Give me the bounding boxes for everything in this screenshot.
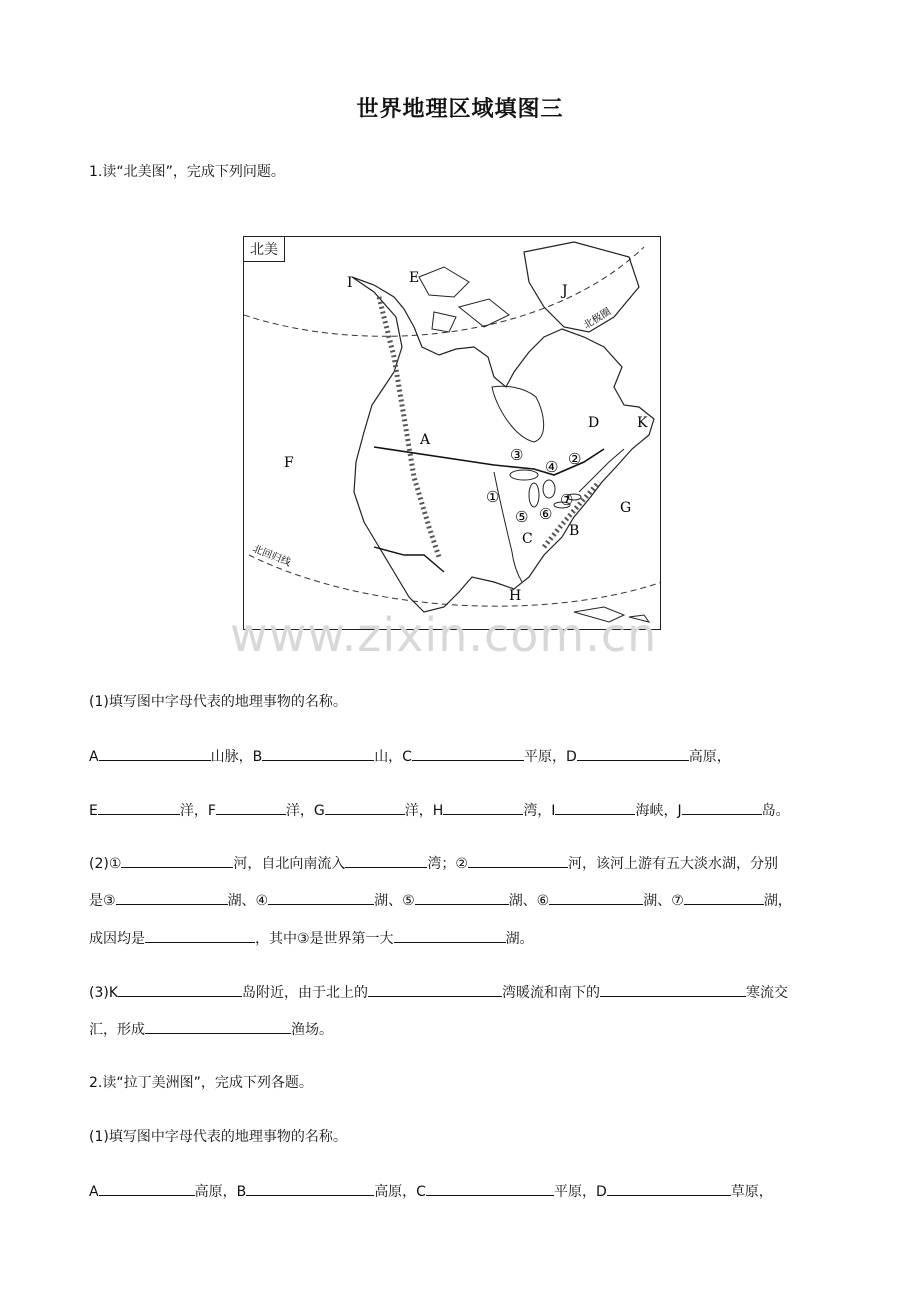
map-drawing xyxy=(244,237,661,630)
q1-sub2-line3: 成因均是 ，其中③是世界第一大 湖。 xyxy=(89,928,849,949)
q1-sub1: (1)填写图中字母代表的地理事物的名称。 xyxy=(89,694,347,710)
q2-row1: A 高原，B 高原，C 平原，D 草原， xyxy=(89,1181,849,1202)
tropic-label: 北回归线 xyxy=(250,543,293,569)
q1-sub3-line1: (3)K 岛附近，由于北上的 湾暖流和南下的 寒流交 xyxy=(89,982,849,1003)
map-letter-f: F xyxy=(284,455,294,471)
map-letter-h: H xyxy=(509,588,522,604)
map-letter-b: B xyxy=(569,523,580,539)
map-letter-g: G xyxy=(620,500,632,516)
lake-outline-5 xyxy=(529,483,539,507)
q1-sub2-line2: 是③ 湖、④ 湖、⑤ 湖、⑥ 湖、⑦ 湖， xyxy=(89,890,849,911)
map-letter-i: I xyxy=(347,275,353,291)
arctic-circle-label: 北极圈 xyxy=(581,306,614,332)
page-title: 世界地理区域填图三 xyxy=(356,97,564,122)
map-marker-2: ② xyxy=(568,450,582,468)
map-marker-1: ① xyxy=(486,488,500,506)
lake-outline-4 xyxy=(543,480,555,498)
q1-row2: E 洋，F 洋，G 洋，H 湾，I 海峡，J 岛。 xyxy=(89,800,849,821)
map-title: 北美 xyxy=(244,237,285,262)
map-letter-j: J xyxy=(562,283,568,299)
map-marker-7: ⑦ xyxy=(560,491,574,509)
map-letter-k: K xyxy=(637,415,648,431)
arctic-islands xyxy=(419,267,509,332)
greenland-outline xyxy=(524,242,639,332)
question-2-intro: 2.读“拉丁美洲图”，完成下列各题。 xyxy=(89,1075,313,1091)
st-lawrence-river xyxy=(579,449,624,492)
rocky-mountains xyxy=(379,297,439,557)
watermark: www.zixin.com.cn xyxy=(230,608,658,662)
map-marker-4: ④ xyxy=(545,458,559,476)
hudson-bay-outline xyxy=(492,386,544,442)
map-marker-6: ⑥ xyxy=(539,505,553,523)
tropic-line xyxy=(249,555,661,606)
map-marker-3: ③ xyxy=(510,446,524,464)
us-mexico-border xyxy=(374,547,444,572)
q1-sub2-line1: (2)① 河，自北向南流入 湾；② 河，该河上游有五大淡水湖，分别 xyxy=(89,853,849,874)
continent-outline xyxy=(352,277,654,612)
lake-outline-3 xyxy=(510,470,538,480)
q1-sub3-line2: 汇，形成 渔场。 xyxy=(89,1019,849,1040)
map-letter-d: D xyxy=(588,415,600,431)
north-america-map xyxy=(243,236,661,630)
map-letter-e: E xyxy=(409,270,420,286)
q2-sub1: (1)填写图中字母代表的地理事物的名称。 xyxy=(89,1129,347,1145)
question-1-intro: 1.读“北美图”，完成下列问题。 xyxy=(89,164,285,180)
map-letter-a: A xyxy=(420,432,431,448)
map-letter-c: C xyxy=(522,531,533,547)
map-marker-5: ⑤ xyxy=(515,508,529,526)
q1-row1: A 山脉，B 山，C 平原，D 高原， xyxy=(89,746,849,767)
